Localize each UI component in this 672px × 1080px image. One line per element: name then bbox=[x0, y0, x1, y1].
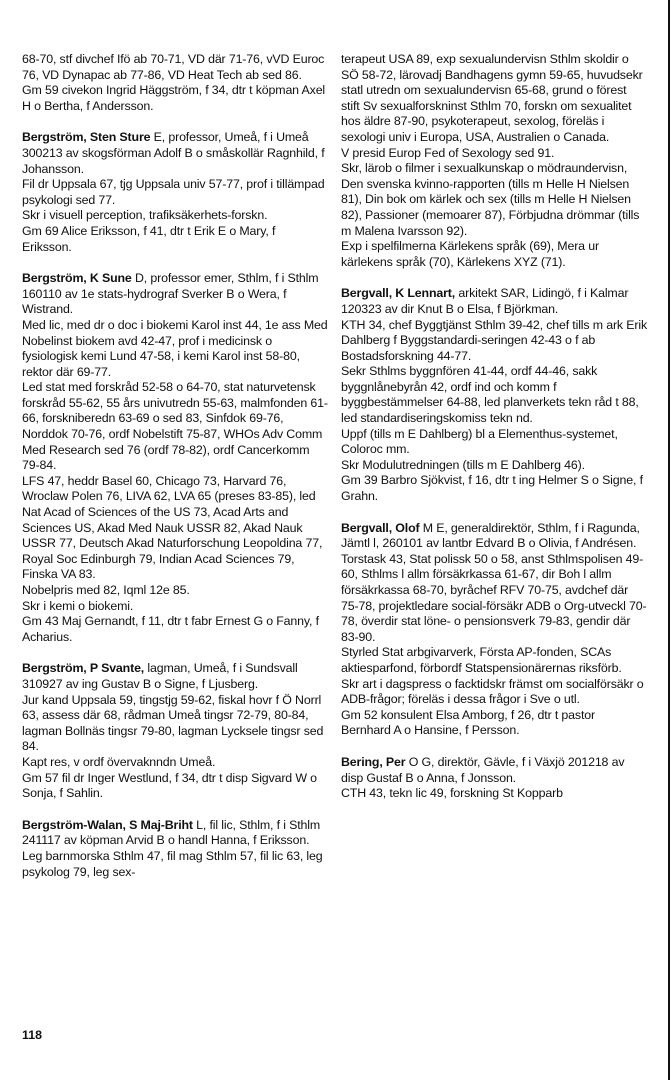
entry-name: Bergvall, Olof bbox=[341, 520, 420, 535]
biography-entry bbox=[22, 661, 328, 801]
entry-text: D, professor emer, Sthlm, f i Sthlm 160110 av 1e stats-hydrograf Sverker B o Wera, f Wistrand. Med lic, med dr o doc i biokemi Karol inst 44, 1e ass Med Nobelinst biokem avd 42-47, prof i medicinsk o fysiologisk kemi Lund 47-58, i kemi Karol inst 58-80, rektor där 69-77. Led stat med forskråd 52-58 o 64-70, stat naturvetensk forskråd 55-62, 55 års univutredn 55-63, malmfonden 61-66, forskniberedn 63-69 o sed 83, Sinfdok 69-76, Norddok 70-76, ordf Nobelstift 75-87, WHOs Adv Comm Med Research sed 76 (ordf 78-82), ordf Cancerkomm 79-84. LFS 47, heddr Basel 60, Chicago 73, Harvard 76, Wroclaw Polen 76, LIVA 62, LVA 65 (preses 83-85), led Nat Acad of Sciences of the US 73, Acad Arts and Sciences US, Akad Med Nauk USSR 82, Akad Nauk USSR 77, Deutsch Akad Naturforschung Leopoldina 77, Royal Soc Edinburgh 79, Indian Acad Sciences 79, Finska VA 83. Nobelpris med 82, Iqml 12e 85. Skr i kemi o biokemi. Gm 43 Maj Gernandt, f 11, dtr t fabr Ernest G o Fanny, f Acharius. bbox=[22, 271, 328, 644]
entry-text: E, professor, Umeå, f i Umeå 300213 av skogsförman Adolf B o småskollär Ragnhild, f Johansson. Fil dr Uppsala 67, tjg Uppsala univ 57-77, prof i tillämpad psykologi sed 77. Skr i visuell perception, trafiksäkerhets-forskn. Gm 69 Alice Eriksson, f 41, dtr t Erik E o Mary, f Eriksson. bbox=[22, 130, 325, 254]
page-number: 118 bbox=[22, 1028, 42, 1042]
continued-entry bbox=[22, 52, 328, 114]
entry-text: 68-70, stf divchef Ifö ab 70-71, VD där 71-76, vVD Euroc 76, VD Dynapac ab 77-86, VD Heat Tech ab sed 86. Gm 59 civekon Ingrid Häggström, f 34, dtr t köpman Axel H o Bertha, f Andersson. bbox=[22, 52, 326, 113]
entry-text: lagman, Umeå, f i Sundsvall 310927 av ing Gustav B o Signe, f Ljusberg. Jur kand Uppsala 59, tingstjg 59-62, fiskal hovr f Ö Norrl 63, assess där 68, rådman Umeå tingsr 72-79, 80-84, lagman Bollnäs tingsr 79-80, lagman Lycksele tingsr sed 84. Kapt res, v ordf övervaknndn Umeå. Gm 57 fil dr Inger Westlund, f 34, dtr t disp Sigvard W o Sonja, f Sahlin. bbox=[22, 661, 324, 801]
biography-entry bbox=[341, 521, 647, 739]
biography-entry bbox=[22, 271, 328, 645]
entry-name: Bergvall, K Lennart, bbox=[341, 286, 456, 301]
biography-entry bbox=[22, 818, 328, 880]
entry-text: terapeut USA 89, exp sexualundervisn Sthlm skoldir o SÖ 58-72, lärovadj Bandhagens gymn 59-65, huvudsekr statl utredn om sexualundervisn 65-68, grund o förest stift Sv sexualforskninst Sthlm 70, forskn om sexualitet hos äldre 87-90, psykoterapeut, sexolog, föreläs i sexologi univ i Europa, USA, Australien o Canada. V presid Europ Fed of Sexology sed 91. Skr, lärob o filmer i sexualkunskap o mödraundervisn, Den svenska kvinno-rapporten (tills m Helle H Nielsen 81), Din bok om kärlek och sex (tills m Helle H Nielsen 82), Passioner (memoarer 87), Förbjudna drömmar (tills m Malena Ivarsson 92). Exp i spelfilmerna Kärlekens språk (69), Mera ur kärlekens språk (70), Kärlekens XYZ (71). bbox=[341, 52, 643, 269]
biography-entry bbox=[341, 286, 647, 504]
entry-name: Bergström, P Svante, bbox=[22, 661, 145, 676]
entry-name: Bering, Per bbox=[341, 754, 406, 769]
page-edge-line bbox=[668, 0, 670, 1080]
entry-name: Bergström, K Sune bbox=[22, 271, 132, 286]
entry-text: arkitekt SAR, Lidingö, f i Kalmar 120323 av dir Knut B o Elsa, f Björkman. KTH 34, chef Byggtjänst Sthlm 39-42, chef tills m ark Erik Dahlberg f Byggstandardi-seringen 42-43 o f ab Bostadsforskning 44-77. Sekr Sthlms byggnfören 41-44, ordf 44-46, sakk byggnlånebyrån 42, ordf ind och komm f byggbestämmelser 64-88, led planverkets tekn råd t 88, led standardiseringskomiss tekn nd. Uppf (tills m E Dahlberg) bl a Elementhus-systemet, Coloroc mm. Skr Modulutredningen (tills m E Dahlberg 46). Gm 39 Barbro Sjökvist, f 16, dtr t ing Helmer S o Signe, f Grahn. bbox=[341, 286, 648, 504]
entry-text: M E, generaldirektör, Sthlm, f i Ragunda, Jämtl l, 260101 av lantbr Edvard B o Olivia, f Andrésen. Torstask 43, Stat polissk 50 o 58, anst Sthlmspolisen 49-60, Sthlms l allm försäkrkassa 61-67, dir Boh l allm försäkrkassa 68-70, byråchef RFV 70-75, avdchef där 75-78, projektledare social-försäkr ADB o Org-utveckl 70-78, överdir stat löne- o pensionsverk 79-83, gendir där 83-90. Styrled Stat arbgivarverk, Första AP-fonden, SCAs aktiesparfond, förbordf Statspensionärernas riksförb. Skr art i dagspress o facktidskr främst om socialförsäkr o ADB-frågor; föreläs i dessa frågor i Sve o utl. Gm 52 konsulent Elsa Amborg, f 26, dtr t pastor Bernhard A o Hansine, f Persson. bbox=[341, 520, 647, 738]
biography-entry bbox=[341, 755, 647, 802]
entry-name: Bergström-Walan, S Maj-Briht bbox=[22, 817, 193, 832]
entry-text: L, fil lic, Sthlm, f i Sthlm 241117 av köpman Arvid B o handl Hanna, f Eriksson. Leg barnmorska Sthlm 47, fil mag Sthlm 57, fil lic 63, leg psykolog 79, leg sex- bbox=[22, 817, 323, 879]
biography-entry bbox=[22, 130, 328, 255]
entry-name: Bergström, Sten Sture bbox=[22, 130, 151, 145]
continued-entry bbox=[341, 52, 647, 270]
left-column bbox=[22, 52, 328, 896]
right-column bbox=[341, 52, 647, 818]
entry-text: O G, direktör, Gävle, f i Växjö 201218 av disp Gustaf B o Anna, f Jonsson. CTH 43, tekn lic 49, forskning St Kopparb bbox=[341, 754, 625, 801]
